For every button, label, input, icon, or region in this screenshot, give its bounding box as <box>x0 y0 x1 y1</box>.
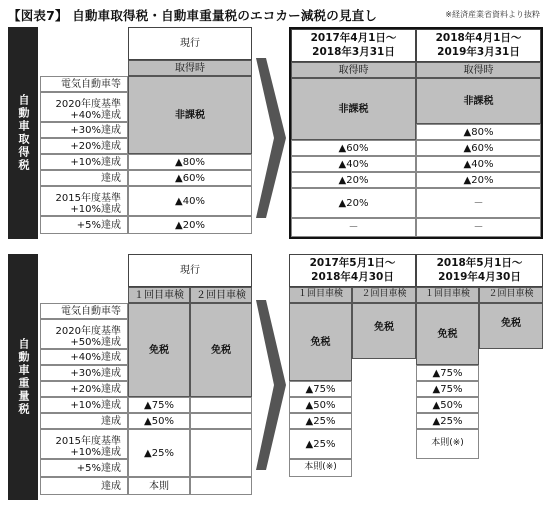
weight-current-exempt-1: 免税 <box>128 303 190 397</box>
weight-row-label: +40%達成 <box>40 349 128 365</box>
acq-p2-taxfree: 非課税 <box>416 78 541 124</box>
weight-current-value: ▲25% <box>128 429 190 477</box>
figure-title: 【図表7】 自動車取得税・自動車重量税のエコカー減税の見直し <box>8 8 378 23</box>
acq-current-value: ▲20% <box>128 216 252 234</box>
weight-current-blank <box>190 413 252 429</box>
acq-p2-value: － <box>416 188 541 218</box>
weight-p1-exempt-2: 免税 <box>352 303 416 359</box>
acq-current-header: 現行 <box>128 27 252 60</box>
acq-p2-acqtime: 取得時 <box>416 62 541 78</box>
acq-p1-value: ▲20% <box>291 172 416 188</box>
weight-p1-insp2: ２回目車検 <box>352 287 416 303</box>
acq-p2-value: ▲40% <box>416 156 541 172</box>
weight-row-label: 達成 <box>40 413 128 429</box>
weight-row-label: +20%達成 <box>40 381 128 397</box>
weight-p2-date: 2018年5月1日～ 2019年4月30日 <box>416 254 543 287</box>
weight-row-label: 達成 <box>40 477 128 495</box>
acq-row-label: 電気自動車等 <box>40 76 128 92</box>
acq-row-label: +10%達成 <box>40 154 128 170</box>
acq-p1-value: － <box>291 218 416 237</box>
weight-side-label: 自動車重量税 <box>8 254 38 500</box>
weight-row-label: +30%達成 <box>40 365 128 381</box>
weight-current-table <box>40 254 252 500</box>
weight-current-blank <box>190 477 252 495</box>
weight-p2-insp2: ２回目車検 <box>479 287 543 303</box>
acq-side-label: 自動車取得税 <box>8 27 38 239</box>
weight-current-header: 現行 <box>128 254 252 287</box>
acq-row-label: +20%達成 <box>40 138 128 154</box>
acq-p1-acqtime: 取得時 <box>291 62 416 78</box>
weight-p2-exempt-2: 免税 <box>479 303 543 349</box>
acq-p2-value: － <box>416 218 541 237</box>
weight-p1-value: ▲75% <box>289 381 352 397</box>
acq-p1-value: ▲60% <box>291 140 416 156</box>
weight-p1-date: 2017年5月1日～ 2018年4月30日 <box>289 254 416 287</box>
acq-current-acqtime: 取得時 <box>128 60 252 76</box>
source-note: ※経済産業省資料より抜粋 <box>445 10 540 19</box>
weight-revised-table <box>289 254 543 500</box>
acq-p2-date: 2018年4月1日～ 2019年3月31日 <box>416 29 541 62</box>
acq-p1-value: ▲40% <box>291 156 416 172</box>
weight-p2-value: ▲50% <box>416 397 479 413</box>
weight-row-label: 2015年度基準 +10%達成 <box>40 429 128 459</box>
weight-p1-exempt-1: 免税 <box>289 303 352 381</box>
weight-p2-value: ▲75% <box>416 381 479 397</box>
acq-current-value: ▲60% <box>128 170 252 186</box>
weight-row-label: 電気自動車等 <box>40 303 128 319</box>
acq-current-value: ▲40% <box>128 186 252 216</box>
weight-current-value: ▲50% <box>128 413 190 429</box>
weight-current-insp2: ２回目車検 <box>190 287 252 303</box>
acq-p1-value: ▲20% <box>291 188 416 218</box>
acq-row-label: 達成 <box>40 170 128 186</box>
acq-current-table <box>40 27 252 239</box>
acq-p2-value: ▲80% <box>416 124 541 140</box>
weight-p1-value: ▲50% <box>289 397 352 413</box>
weight-current-blank <box>190 429 252 477</box>
weight-p2-value: ▲25% <box>416 413 479 429</box>
weight-p1-value: ▲25% <box>289 429 352 459</box>
weight-p1-value: ▲25% <box>289 413 352 429</box>
acq-current-taxfree: 非課税 <box>128 76 252 154</box>
acq-row-label: +30%達成 <box>40 122 128 138</box>
weight-current-exempt-2: 免税 <box>190 303 252 397</box>
weight-p2-value: ▲75% <box>416 365 479 381</box>
acq-p1-taxfree: 非課税 <box>291 78 416 140</box>
acq-row-label: 2020年度基準 +40%達成 <box>40 92 128 122</box>
acq-revised-table <box>289 27 543 239</box>
acq-row-label: +5%達成 <box>40 216 128 234</box>
weight-current-insp1: １回目車検 <box>128 287 190 303</box>
weight-row-label: +5%達成 <box>40 459 128 477</box>
weight-p2-insp1: １回目車検 <box>416 287 479 303</box>
weight-p1-honsoku: 本則(※) <box>289 459 352 477</box>
acq-p1-date: 2017年4月1日～ 2018年3月31日 <box>291 29 416 62</box>
weight-current-value: ▲75% <box>128 397 190 413</box>
arrow-right-icon <box>256 300 288 470</box>
weight-row-label: 2020年度基準 +50%達成 <box>40 319 128 349</box>
weight-p2-honsoku: 本則(※) <box>416 429 479 459</box>
weight-current-honsoku: 本則 <box>128 477 190 495</box>
weight-p1-insp1: １回目車検 <box>289 287 352 303</box>
acq-p2-value: ▲60% <box>416 140 541 156</box>
acq-row-label: 2015年度基準 +10%達成 <box>40 186 128 216</box>
arrow-right-icon <box>256 58 288 218</box>
acq-p2-value: ▲20% <box>416 172 541 188</box>
weight-current-blank <box>190 397 252 413</box>
weight-p2-exempt-1: 免税 <box>416 303 479 365</box>
acq-current-value: ▲80% <box>128 154 252 170</box>
weight-row-label: +10%達成 <box>40 397 128 413</box>
